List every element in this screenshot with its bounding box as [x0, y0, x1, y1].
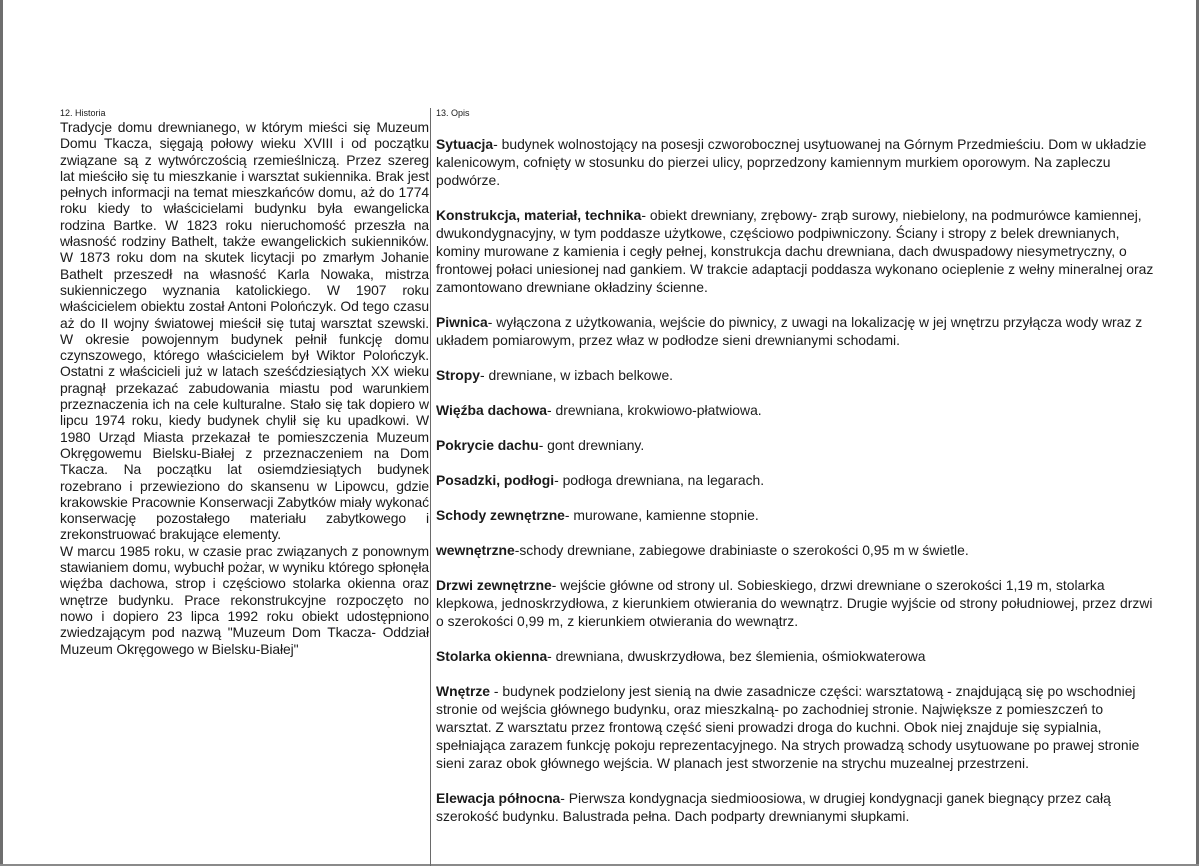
- opis-term: Piwnica: [436, 314, 488, 330]
- opis-entry-sytuacja: [436, 135, 1156, 189]
- history-column: [60, 107, 429, 657]
- opis-entry-posadzki: [436, 471, 1156, 489]
- opis-entry-pokrycie: [436, 436, 1156, 454]
- history-section-label: 12. Historia: [60, 108, 106, 118]
- page-edge-left: [0, 0, 3, 866]
- opis-text: - budynek wolnostojący na posesji czworobocznej usytuowanej na Górnym Przedmieściu. Dom w układzie kalenicowym, cofnięty w stosunku do pierzei ulicy, poprzedzony kamiennym murkiem oporowym. Na zapleczu podwórze.: [436, 136, 1147, 188]
- opis-text: - wejście główne od strony ul. Sobieskiego, drzwi drewniane o szerokości 1,19 m, stolarka klepkowa, jednoskrzydłowa, z kierunkiem otwierania do wewnątrz. Drugie wyjście od strony południowej, przez drzwi o szerokości 0,99 m, z kierunkiem otwierania do wewnątrz.: [436, 577, 1153, 629]
- opis-term: Sytuacja: [436, 136, 494, 152]
- opis-text: - drewniana, krokwiowo-płatwiowa.: [547, 402, 762, 418]
- opis-entry-konstrukcja: [436, 206, 1156, 296]
- opis-term: Elewacja północna: [436, 790, 561, 806]
- column-divider: [430, 108, 431, 866]
- opis-text: - drewniana, dwuskrzydłowa, bez ślemienia, ośmiokwaterowa: [547, 648, 926, 664]
- opis-term: Więźba dachowa: [436, 402, 548, 418]
- opis-entry-elewacja: [436, 789, 1156, 825]
- opis-term: Wnętrze: [436, 683, 491, 699]
- opis-term: Pokrycie dachu: [436, 437, 539, 453]
- opis-text: - Pierwsza kondygnacja siedmioosiowa, w drugiej kondygnacji ganek biegnący przez całą szerokość budynku. Balustrada pełna. Dach podparty drewnianymi słupkami.: [436, 790, 1111, 824]
- opis-entry-stolarka: [436, 647, 1156, 665]
- opis-section-label: 13. Opis: [436, 108, 470, 118]
- opis-term: Posadzki, podłogi: [436, 472, 555, 488]
- opis-entry-wiezba: [436, 401, 1156, 419]
- opis-entry-wnetrze: [436, 682, 1156, 772]
- history-text: [60, 119, 429, 657]
- opis-term: Stolarka okienna: [436, 648, 548, 664]
- opis-text: - obiekt drewniany, zrębowy- zrąb surowy, niebielony, na podmurówce kamiennej, dwukondygnacyjny, w tym poddasze użytkowe, częściowo podpiwniczony. Ściany i stropy z belek drewnianych, kominy murowane z kamienia i cegły pełnej, konstrukcja dachu drewniana, dach dwuspadowy niesymetryczny, o frontowej połaci uniesionej nad gankiem. W trakcie adaptacji poddasza wykonano ocieplenie z wełny mineralnej oraz zamontowano drewniane okładziny ścienne.: [436, 207, 1154, 295]
- opis-column: [436, 107, 1156, 825]
- opis-text: - drewniane, w izbach belkowe.: [480, 367, 674, 383]
- opis-term: Drzwi zewnętrzne: [436, 577, 552, 593]
- history-paragraph: Tradycje domu drewnianego, w którym mieści się Muzeum Domu Tkacza, sięgają połowy wieku XVIII i od początku związane są z wytwórczością rzemieślniczą. Przez szereg lat mieściło się tu mieszkanie i warsztat sukiennika. Brak jest pełnych informacji na temat mieszkańców domu, aż do 1774 roku kiedy to właścicielami budynku była ewangelicka rodzina Bartke. W 1823 roku nieruchomość przeszła na własność rodziny Bathelt, także ewangelickich sukienników. W 1873 roku dom na skutek licytacji po zmarłym Johanie Bathelt przeszedł na własność Karla Nowaka, mistrza sukienniczego wyznania katolickiego. W 1907 roku właścicielem obiektu został Antoni Polończyk. Od tego czasu aż do II wojny światowej mieścił się tutaj warsztat szewski. W okresie powojennym budynek pełnił funkcję domu czynszowego, którego właścicielem był Wiktor Polończyk. Ostatni z właścicieli już w latach sześćdziesiątych XX wieku pragnął przekazać zabudowania miastu pod warunkiem przeznaczenia ich na cele kulturalne. Stało się tak dopiero w lipcu 1974 roku, kiedy budynek chylił się ku upadkowi. W 1980 Urząd Miasta przekazał te pomieszczenia Muzeum Okręgowemu Bielsku-Białej z przeznaczeniem na Dom Tkacza. Na początku lat osiemdziesiątych budynek rozebrano i przewieziono do skansenu w Lipowcu, gdzie krakowskie Pracownie Konserwacji Zabytków miały wykonać konserwację pozostałego materiału zabytkowego i zrekonstruować brakujące elementy.: [60, 119, 429, 543]
- opis-entry-drzwi: [436, 576, 1156, 630]
- opis-text: - gont drewniany.: [538, 437, 645, 453]
- opis-text: -schody drewniane, zabiegowe drabiniaste o szerokości 0,95 m w świetle.: [514, 542, 969, 558]
- opis-text: - murowane, kamienne stopnie.: [564, 507, 759, 523]
- opis-entry-stropy: [436, 366, 1156, 384]
- opis-term: Stropy: [436, 367, 480, 383]
- opis-entry-piwnica: [436, 313, 1156, 349]
- opis-term: wewnętrzne: [436, 542, 515, 558]
- opis-term: Schody zewnętrzne: [436, 507, 565, 523]
- opis-text: - budynek podzielony jest sienią na dwie zasadnicze części: warsztatową - znajdującą się po wschodniej stronie od wejścia głównego budynku, oraz mieszkalną- po zachodniej stronie. Największe z pomieszczeń to warsztat. Z warsztatu przez frontową część sieni prowadzi droga do kuchni. Obok niej znajduje się sypialnia, spełniająca zarazem funkcję pokoju reprezentacyjnego. Na strych prowadzą schody usytuowane po prawej stronie sieni zaraz obok głównego wejścia. W planach jest stworzenie na strychu muzealnej przestrzeni.: [436, 683, 1140, 771]
- history-paragraph: W marcu 1985 roku, w czasie prac związanych z ponownym stawianiem domu, wybuchł pożar, w wyniku którego spłonęła więźba dachowa, strop i częściowo stolarka okienna oraz wnętrze budynku. Prace rekonstrukcyjne rozpoczęto no nowo i dopiero 23 lipca 1992 roku obiekt udostępniono zwiedzającym pod nazwą "Muzeum Dom Tkacza- Oddział Muzeum Okręgowego w Bielsku-Białej": [60, 542, 429, 657]
- opis-entry-schody-wewnetrzne: [436, 541, 1156, 559]
- opis-entry-schody-zewnetrzne: [436, 506, 1156, 524]
- opis-text: - wyłączona z użytkowania, wejście do piwnicy, z uwagi na lokalizację w jej wnętrzu przyłącza wody wraz z układem pomiarowym, przez właz w podłodze sieni drewnianymi schodami.: [436, 314, 1143, 348]
- opis-text: - podłoga drewniana, na legarach.: [554, 472, 765, 488]
- opis-term: Konstrukcja, materiał, technika: [436, 207, 642, 223]
